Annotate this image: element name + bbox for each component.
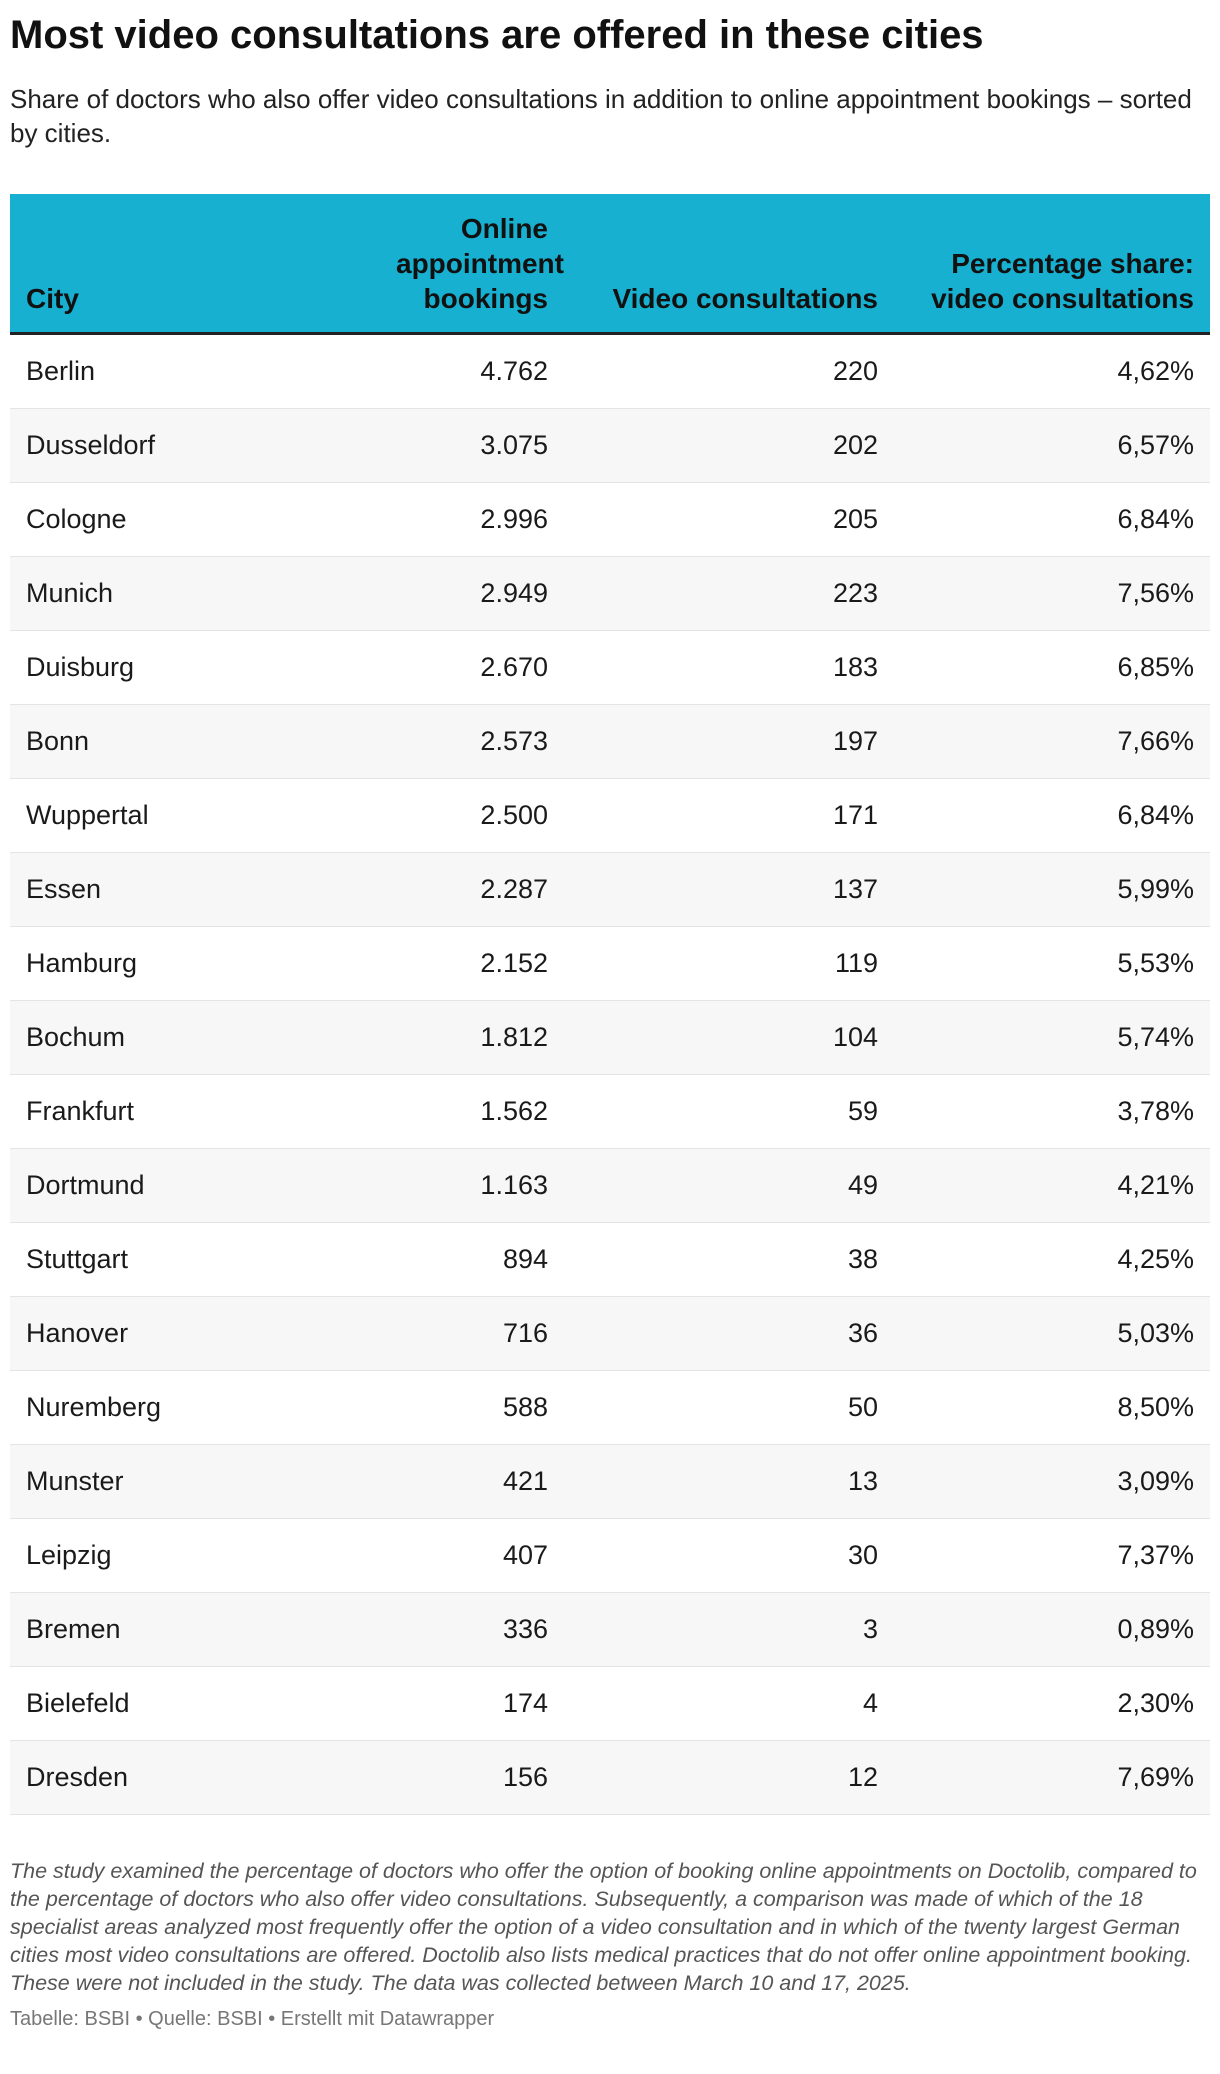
cell-percentage-share: 7,66% (1117, 726, 1194, 756)
cell-online-bookings: 336 (502, 1614, 548, 1644)
cell-video-consultations: 183 (832, 652, 878, 682)
cell-online-bookings: 1.562 (480, 1096, 548, 1126)
table-row (10, 1667, 1210, 1741)
cell-city: Essen (26, 874, 102, 904)
cell-online-bookings: 2.996 (480, 504, 548, 534)
cell-video-consultations: 3 (862, 1614, 878, 1644)
cell-city: Nuremberg (26, 1392, 162, 1422)
cell-online-bookings: 2.573 (480, 726, 548, 756)
page-subtitle: Share of doctors who also offer video consultations in addition to online appointment bookings – sorted by cities. (10, 84, 1192, 148)
cell-city: Dusseldorf (26, 430, 156, 460)
cell-percentage-share: 4,21% (1117, 1170, 1194, 1200)
cell-video-consultations: 205 (832, 504, 878, 534)
cell-online-bookings: 421 (502, 1466, 548, 1496)
cell-percentage-share: 0,89% (1117, 1614, 1194, 1644)
cell-video-consultations: 36 (847, 1318, 878, 1348)
cell-percentage-share: 6,57% (1117, 430, 1194, 460)
header-video-consultations: Video consultations (612, 283, 878, 314)
table-row (10, 483, 1210, 557)
cell-city: Bonn (26, 726, 90, 756)
cell-video-consultations: 202 (832, 430, 878, 460)
cell-video-consultations: 104 (832, 1022, 878, 1052)
table-row (10, 1297, 1210, 1371)
cell-city: Berlin (26, 356, 96, 386)
cell-video-consultations: 197 (832, 726, 878, 756)
cell-percentage-share: 4,25% (1117, 1244, 1194, 1274)
table-row (10, 853, 1210, 927)
cell-online-bookings: 2.500 (480, 800, 548, 830)
table-header (10, 194, 1210, 335)
cell-city: Stuttgart (26, 1244, 129, 1274)
cell-online-bookings: 588 (502, 1392, 548, 1422)
cell-city: Hamburg (26, 948, 138, 978)
table-row (10, 335, 1210, 409)
table-row (10, 705, 1210, 779)
cell-video-consultations: 137 (832, 874, 878, 904)
cell-city: Dresden (26, 1762, 129, 1792)
cell-city: Munich (26, 578, 114, 608)
cell-video-consultations: 59 (847, 1096, 878, 1126)
table-row (10, 1223, 1210, 1297)
source-footer: Tabelle: BSBI • Quelle: BSBI • Erstellt mit Datawrapper (10, 2008, 495, 2030)
table-row (10, 1001, 1210, 1075)
cell-video-consultations: 49 (847, 1170, 878, 1200)
table-row (10, 1593, 1210, 1667)
cell-online-bookings: 2.670 (480, 652, 548, 682)
cell-city: Dortmund (26, 1170, 145, 1200)
cell-video-consultations: 223 (832, 578, 878, 608)
table-row (10, 557, 1210, 631)
study-notes: The study examined the percentage of doctors who offer the option of booking online appointments on Doctolib, compared to the percentage of doctors who also offer video consultations. Subsequently, a comparison was made of which of the 18 specialist areas analyzed most frequently offer the option of a video consultation and in which of the twenty largest German cities most video consultations are offered. Doctolib also lists medical practices that do not offer online appointment booking. These were not included in the study. The data was collected between March 10 and 17, 2025. (10, 1859, 1197, 1995)
page-title: Most video consultations are offered in these cities (10, 13, 984, 57)
cell-online-bookings: 1.163 (480, 1170, 548, 1200)
table-row (10, 779, 1210, 853)
cell-video-consultations: 4 (862, 1688, 878, 1718)
cell-online-bookings: 894 (502, 1244, 548, 1274)
header-city: City (26, 283, 79, 314)
cell-video-consultations: 12 (847, 1762, 878, 1792)
cell-city: Bielefeld (26, 1688, 130, 1718)
cell-video-consultations: 38 (847, 1244, 878, 1274)
table-row (10, 927, 1210, 1001)
table-row (10, 1741, 1210, 1815)
cell-online-bookings: 2.152 (480, 948, 548, 978)
cell-video-consultations: 13 (847, 1466, 878, 1496)
cell-city: Bochum (26, 1022, 126, 1052)
cell-percentage-share: 6,84% (1117, 504, 1194, 534)
cell-online-bookings: 716 (502, 1318, 548, 1348)
cell-percentage-share: 7,56% (1117, 578, 1194, 608)
cell-percentage-share: 3,09% (1117, 1466, 1194, 1496)
cell-percentage-share: 5,03% (1117, 1318, 1194, 1348)
cell-online-bookings: 3.075 (480, 430, 548, 460)
header-online-bookings: Online appointment bookings (396, 213, 564, 314)
cell-city: Bremen (26, 1614, 121, 1644)
header-percentage-share: Percentage share: video consultations (931, 248, 1194, 314)
cell-city: Wuppertal (26, 800, 149, 830)
cell-city: Duisburg (26, 652, 135, 682)
cell-video-consultations: 171 (832, 800, 878, 830)
cell-city: Leipzig (26, 1540, 112, 1570)
table-row (10, 1075, 1210, 1149)
cell-percentage-share: 2,30% (1117, 1688, 1194, 1718)
cell-city: Munster (26, 1466, 124, 1496)
cell-percentage-share: 5,53% (1117, 948, 1194, 978)
cell-city: Frankfurt (26, 1096, 135, 1126)
data-table (10, 194, 1210, 1815)
cell-video-consultations: 220 (832, 356, 878, 386)
cell-percentage-share: 4,62% (1117, 356, 1194, 386)
cell-online-bookings: 2.287 (480, 874, 548, 904)
table-row (10, 631, 1210, 705)
cell-online-bookings: 4.762 (480, 356, 548, 386)
table-row (10, 1445, 1210, 1519)
cell-percentage-share: 8,50% (1117, 1392, 1194, 1422)
cell-online-bookings: 174 (502, 1688, 548, 1718)
cell-percentage-share: 7,37% (1117, 1540, 1194, 1570)
cell-percentage-share: 6,84% (1117, 800, 1194, 830)
cell-online-bookings: 1.812 (480, 1022, 548, 1052)
table-body (10, 335, 1210, 1815)
cell-video-consultations: 30 (847, 1540, 878, 1570)
cell-online-bookings: 407 (502, 1540, 548, 1570)
cell-city: Cologne (26, 504, 127, 534)
cell-percentage-share: 5,74% (1117, 1022, 1194, 1052)
table-row (10, 1149, 1210, 1223)
cell-online-bookings: 2.949 (480, 578, 548, 608)
cell-percentage-share: 6,85% (1117, 652, 1194, 682)
cell-online-bookings: 156 (502, 1762, 548, 1792)
table-row (10, 1371, 1210, 1445)
table-row (10, 409, 1210, 483)
cell-percentage-share: 7,69% (1117, 1762, 1194, 1792)
cell-video-consultations: 119 (834, 948, 878, 978)
cell-percentage-share: 3,78% (1117, 1096, 1194, 1126)
table-row (10, 1519, 1210, 1593)
cell-video-consultations: 50 (847, 1392, 878, 1422)
cell-percentage-share: 5,99% (1117, 874, 1194, 904)
cell-city: Hanover (26, 1318, 129, 1348)
